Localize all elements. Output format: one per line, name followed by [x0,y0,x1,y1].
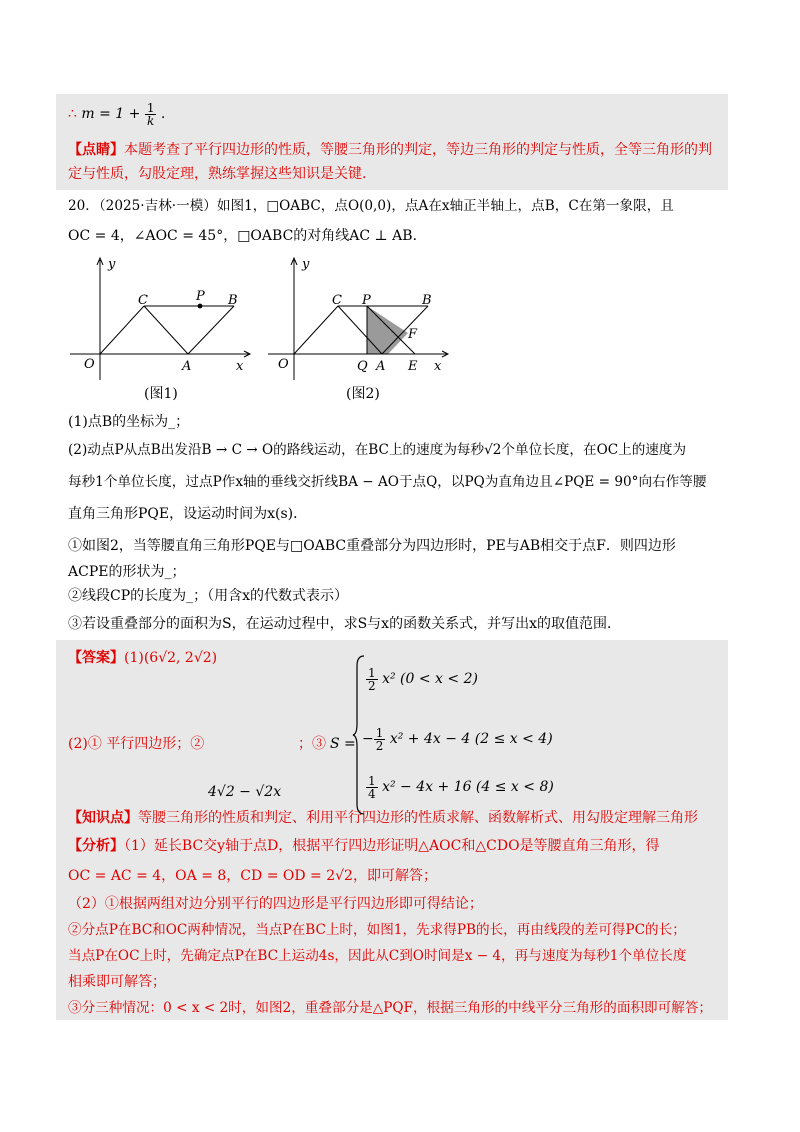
m-equation: m = 1 + [81,106,145,122]
point-p-dot [198,304,203,309]
therefore-line: ∴ m = 1 + $\frac{1}{k}$ . [68,100,166,128]
label-q: Q [357,359,368,374]
svg-text:P: P [362,293,371,308]
figure-2-caption: (图2) [346,386,380,402]
fraction-1-over-k: $\frac{1}{k}$ [146,100,155,128]
figure-2-diagram [254,250,464,405]
figure-1-diagram [60,250,260,405]
analysis-line-6: 相乘即可解答； [68,974,166,990]
question-2a-line-2: ACPE的形状为_； [68,564,186,580]
analysis-tag: 【分析】 [68,838,124,854]
analysis-line-4: ②分点P在BC和OC两种情况，当点P在BC上时，如图1，先求得PB的长，再由线段的差可得PC的长； [68,922,686,938]
label-p: P [196,289,205,304]
knowledge-line: 【知识点】等腰三角形的性质和判定、利用平行四边形的性质求解、函数解析式、用勾股定理解三角形 [68,810,698,826]
question-2-line-3: 直角三角形PQE，设运动时间为x(s)． [68,506,308,522]
label-y: y [108,257,116,272]
dianjing-line-1: 【点睛】本题考查了平行四边形的性质，等腰三角形的判定，等边三角形的判定与性质，全等三角形的判 [68,142,712,158]
svg-text:B: B [422,293,432,308]
question-2b: ②线段CP的长度为_；（用含x的代数式表示） [68,588,349,604]
dianjing-tag: 【点睛】 [68,142,124,158]
question-1: (1)点B的坐标为_； [68,414,190,430]
answer-cp-expression: 4√2 − √2x [208,784,282,800]
question-2-line-1: (2)动点P从点B出发沿B → C → O的路线运动，在BC上的速度为每秒√2个单位长度，在OC上的速度为 [68,442,687,458]
label-e: E [408,359,418,374]
s-label: S = [330,736,356,752]
answer-2-prefix: (2)① 平行四边形；② [68,736,205,752]
label-f: F [408,327,418,342]
label-a: A [182,359,192,374]
label-b: B [228,293,238,308]
piecewise-case-3: $\frac{1}{4}$ x² − 4x + 16 (4 ≤ x < 8) [368,773,554,801]
label-c: C [138,293,148,308]
svg-text:C: C [332,293,342,308]
svg-text:y: y [302,257,310,272]
dianjing-line-2: 定与性质，勾股定理，熟练掌握这些知识是关键. [68,166,367,182]
piecewise-case-2: − $\frac{1}{2}$ x² + 4x − 4 (2 ≤ x < 4) [362,725,553,753]
analysis-line-7: ③分三种情况：0 < x < 2时，如图2，重叠部分是△PQF，根据三角形的中线平分三角形的面积即可解答； [68,1000,713,1016]
therefore-symbol: ∴ [68,106,77,122]
answer-1: (1)(6√2, 2√2) [124,650,218,666]
answer-2-semicolon: ；③ [298,736,326,752]
label-o: O [84,357,95,372]
svg-text:O: O [278,357,289,372]
analysis-line-3: （2）①根据两组对边分别平行的四边形是平行四边形即可得结论； [68,896,483,912]
problem-line-1: 20．（2025·吉林·一模）如图1，□OABC，点O(0,0)，点A在x轴正半轴上，点B，C在第一象限，且 [68,198,674,214]
label-x: x [236,359,244,374]
answer-line-1 [68,648,217,668]
knowledge-tag: 【知识点】 [68,810,138,826]
figure-1-caption: (图1) [144,386,178,402]
question-2-line-2: 每秒1个单位长度，过点P作x轴的垂线交折线BA − AO于点Q，以PQ为直角边且∠PQE = 90°向右作等腰 [68,474,707,490]
question-2a-line-1: ①如图2，当等腰直角三角形PQE与□OABC重叠部分为四边形时，PE与AB相交于点F．则四边形 [68,538,676,554]
svg-text:A: A [376,359,386,374]
analysis-line-2: OC = AC = 4，OA = 8，CD = OD = 2√2，即可解答； [68,868,437,884]
analysis-line-1: 【分析】（1）延长BC交y轴于点D，根据平行四边形证明△AOC和△CDO是等腰直角三角形，得 [68,838,660,854]
analysis-line-5: 当点P在OC上时，先确定点P在BC上运动4s，因此从C到O时间是x − 4，再与速度为每秒1个单位长度 [68,948,687,964]
problem-line-2: OC = 4，∠AOC = 45°，□OABC的对角线AC ⊥ AB． [68,228,427,244]
shaded-overlap-region [367,306,408,354]
piecewise-case-1: $\frac{1}{2}$ x² (0 < x < 2) [368,665,478,693]
question-2c: ③若设重叠部分的面积为S，在运动过程中，求S与x的函数关系式，并写出x的取值范围． [68,616,621,632]
svg-text:x: x [434,359,442,374]
answer-tag: 【答案】 [68,650,124,666]
